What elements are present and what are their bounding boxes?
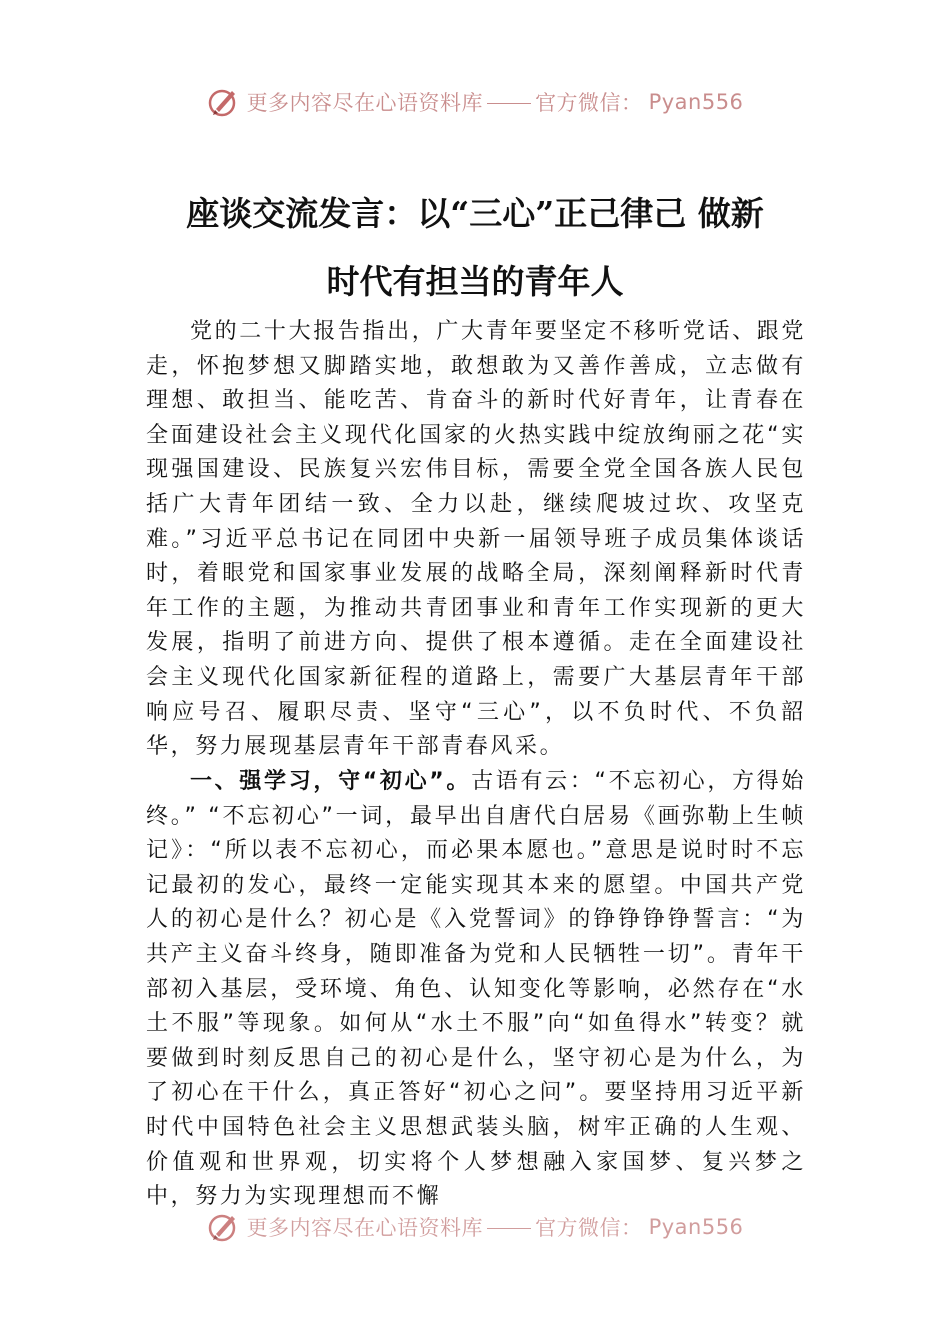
watermark-footer-text: 更多内容尽在心语资料库 <box>246 1216 484 1240</box>
watermark-wechat-id: Pyan556 <box>648 90 744 114</box>
document-title-line-1: 座谈交流发言：以“三心”正己律己 做新 <box>186 194 764 233</box>
section-1-paragraph <box>146 765 806 1215</box>
watermark-footer-wechat-id: Pyan556 <box>648 1215 744 1239</box>
watermark-footer-dash <box>487 1228 531 1229</box>
watermark-wechat-label: 官方微信： <box>535 91 643 115</box>
document-title-line-2: 时代有担当的青年人 <box>326 262 624 301</box>
intro-paragraph: 党的二十大报告指出，广大青年要坚定不移听党话、跟党走，怀抱梦想又脚踏实地，敢想敢为又善作善成，立志做有理想、敢担当、能吃苦、肯奋斗的新时代好青年，让青春在全面建设社会主义现代化国家的火热实践中绽放绚丽之花“实现强国建设、民族复兴宏伟目标，需要全党全国各族人民包括广大青年团结一致、全力以赴，继续爬坡过坎、攻坚克难。”习近平总书记在同团中央新一届领导班子成员集体谈话时，着眼党和国家事业发展的战略全局，深刻阐释新时代青年工作的主题，为推动共青团事业和青年工作实现新的更大发展，指明了前进方向、提供了根本遵循。走在全面建设社会主义现代化国家新征程的道路上，需要广大基层青年干部响应号召、履职尽责、坚守“三心”，以不负时代、不负韶华，努力展现基层青年干部青春风采。 <box>146 319 806 760</box>
section-1-heading: 一、强学习，守“初心”。 <box>190 769 472 794</box>
watermark-dash <box>487 103 531 104</box>
watermark-text: 更多内容尽在心语资料库 <box>246 91 484 115</box>
section-1-text: 古语有云：“不忘初心，方得始终。” “不忘初心”一词，最早出自唐代白居易《画弥勒上生帧记》：“所以表不忘初心，而必果本愿也。”意思是说时时不忘记最初的发心，最终一定能实现其本来的愿望。中国共产党人的初心是什么？初心是《入党誓词》的铮铮铮铮誓言：“为共产主义奋斗终身，随即准备为党和人民牺牲一切”。青年干部初入基层，受环境、角色、认知变化等影响，必然存在“水土不服”等现象。如何从“水土不服”向“如鱼得水”转变？就要做到时刻反思自己的初心是什么，坚守初心是为什么，为了初心在干什么，真正答好“初心之问”。要坚持用习近平新时代中国特色社会主义思想武装头脑，树牢正确的人生观、价值观和世界观，切实将个人梦想融入家国梦、复兴梦之中，努力为实现理想而不懈 <box>146 769 806 1210</box>
brand-logo-footer-icon <box>207 1210 241 1244</box>
watermark-footer-wechat-label: 官方微信： <box>535 1216 643 1240</box>
watermark-header <box>0 82 950 122</box>
brand-logo-icon <box>207 85 241 119</box>
watermark-footer <box>0 1207 950 1247</box>
